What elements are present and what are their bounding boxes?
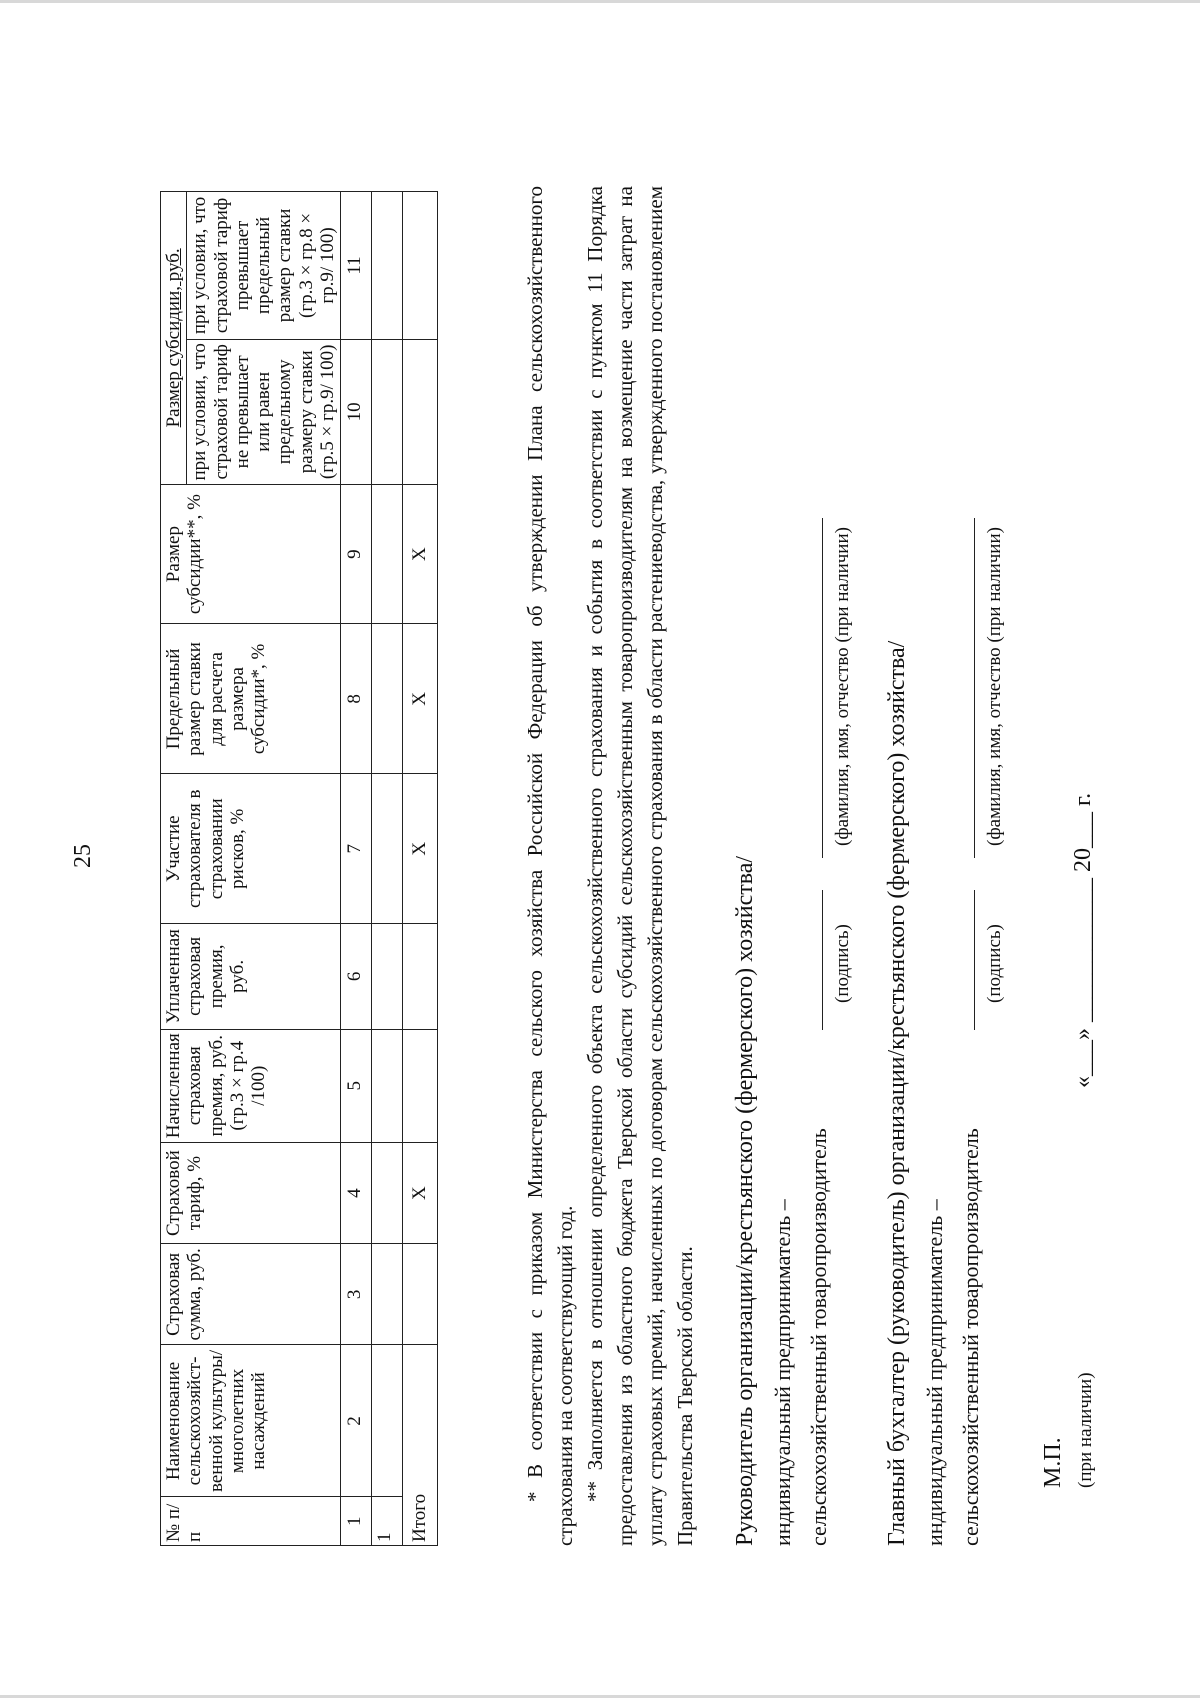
accountant-signature-line[interactable] — [974, 890, 975, 1030]
head-name-caption: (фамилия, имя, отчество (при наличии) — [832, 527, 853, 846]
col-header-8: Предельный размер ставки для расчета размера субсидии*, % — [161, 624, 341, 774]
table-cell — [372, 484, 403, 624]
footnotes — [520, 186, 700, 1546]
table-cell — [372, 924, 403, 1029]
column-number: 2 — [341, 1345, 372, 1497]
column-number: 8 — [341, 624, 372, 774]
column-number: 4 — [341, 1142, 372, 1243]
column-number: 1 — [341, 1497, 372, 1546]
table-header-row — [161, 192, 187, 1546]
table-cell — [372, 1345, 403, 1497]
table-cell — [372, 192, 403, 340]
table-cell — [372, 339, 403, 484]
column-number: 10 — [341, 339, 372, 484]
stamp-note: (при наличии) — [1075, 1372, 1096, 1488]
table-cell — [372, 1142, 403, 1243]
total-cell: X — [403, 774, 438, 924]
accountant-title-line: Главный бухгалтер (руководитель) организации/крестьянского (фермерского) хозяйства/ — [884, 640, 910, 1546]
column-number: 6 — [341, 924, 372, 1029]
col-header-10: при условии, что страховой тариф не превышает или равен предельному размеру ставки (гр.5 × гр.9/ 100) — [187, 339, 341, 484]
column-number: 5 — [341, 1029, 372, 1142]
head-title-line: Руководитель организации/крестьянского (фермерского) хозяйства/ — [732, 855, 758, 1546]
head-name-line[interactable] — [822, 518, 823, 858]
col-header-2: Наименование сельскохозяйст-венной культуры/ многолетних насаждений — [161, 1345, 341, 1497]
column-number: 7 — [341, 774, 372, 924]
accountant-signature-caption: (подпись) — [984, 924, 1005, 1003]
head-title-line: сельскохозяйственный товаропроизводитель — [806, 1128, 831, 1546]
total-cell: X — [403, 484, 438, 624]
table-cell — [372, 1244, 403, 1345]
stamp-label: М.П. — [1040, 1437, 1066, 1488]
page-number: 25 — [70, 844, 96, 868]
table-row — [372, 192, 403, 1546]
accountant-name-line[interactable] — [974, 518, 975, 858]
footnote-1: * В соответствии с приказом Министерства сельского хозяйства Российской Федерации об утверждении Плана сельскохозяйственного страхования на соответствующий год. — [523, 186, 577, 1546]
total-cell — [403, 924, 438, 1029]
head-signature-title — [728, 246, 762, 1546]
column-number-row — [341, 192, 372, 1546]
total-cell — [403, 1244, 438, 1345]
col-header-1: № п/п — [161, 1497, 341, 1546]
accountant-name-caption: (фамилия, имя, отчество (при наличии) — [984, 527, 1005, 846]
footnote-2: ** Заполняется в отношении определенного объекта сельскохозяйственного страхования и события в соответствии с пунктом 11 Порядка предоставления из областного бюджета Тверской области субсидий сельскохозяйственным товаропроизводителям на возмещение части затрат на уплату страховых премий, начисленных по договорам сельскохозяйственного страхования в области растениеводства, утвержденного постановлением Правительства Тверской области. — [583, 186, 697, 1546]
col-header-7: Участие страхователя в страховании рисков, % — [161, 774, 341, 924]
total-row — [403, 192, 438, 1546]
total-cell — [403, 1029, 438, 1142]
total-cell: X — [403, 624, 438, 774]
col-header-3: Страховая сумма, руб. — [161, 1244, 341, 1345]
table-cell — [372, 1029, 403, 1142]
table-cell: 1 — [372, 1497, 403, 1546]
col-header-6: Уплаченная страховая премия, руб. — [161, 924, 341, 1029]
total-cell: X — [403, 1142, 438, 1243]
subsidy-table — [160, 191, 438, 1546]
head-signature-caption: (подпись) — [832, 924, 853, 1003]
col-header-4: Страховой тариф, % — [161, 1142, 341, 1243]
total-cell — [403, 339, 438, 484]
head-title-line: индивидуальный предприниматель – — [770, 1199, 795, 1546]
table-cell — [372, 774, 403, 924]
col-group-header-subsidy-size: Размер субсидии, руб. — [161, 192, 187, 485]
total-cell — [403, 192, 438, 340]
date-line[interactable]: «___» ____________ 20___ г. — [1070, 792, 1096, 1088]
col-header-9: Размер субсидии**, % — [161, 484, 341, 624]
table-cell — [372, 624, 403, 774]
head-signature-line[interactable] — [822, 890, 823, 1030]
col-header-11: при условии, что страховой тариф превышает предельный размер ставки (гр.3 × гр.8 × гр.9/ 100) — [187, 192, 341, 340]
accountant-title-line: индивидуальный предприниматель – — [922, 1199, 947, 1546]
total-label: Итого — [403, 1345, 438, 1546]
col-header-5: Начисленная страховая премия, руб. (гр.3 × гр.4 /100) — [161, 1029, 341, 1142]
column-number: 3 — [341, 1244, 372, 1345]
column-number: 9 — [341, 484, 372, 624]
accountant-signature-title — [880, 246, 914, 1546]
accountant-title-line: сельскохозяйственный товаропроизводитель — [958, 1128, 983, 1546]
column-number: 11 — [341, 192, 372, 340]
